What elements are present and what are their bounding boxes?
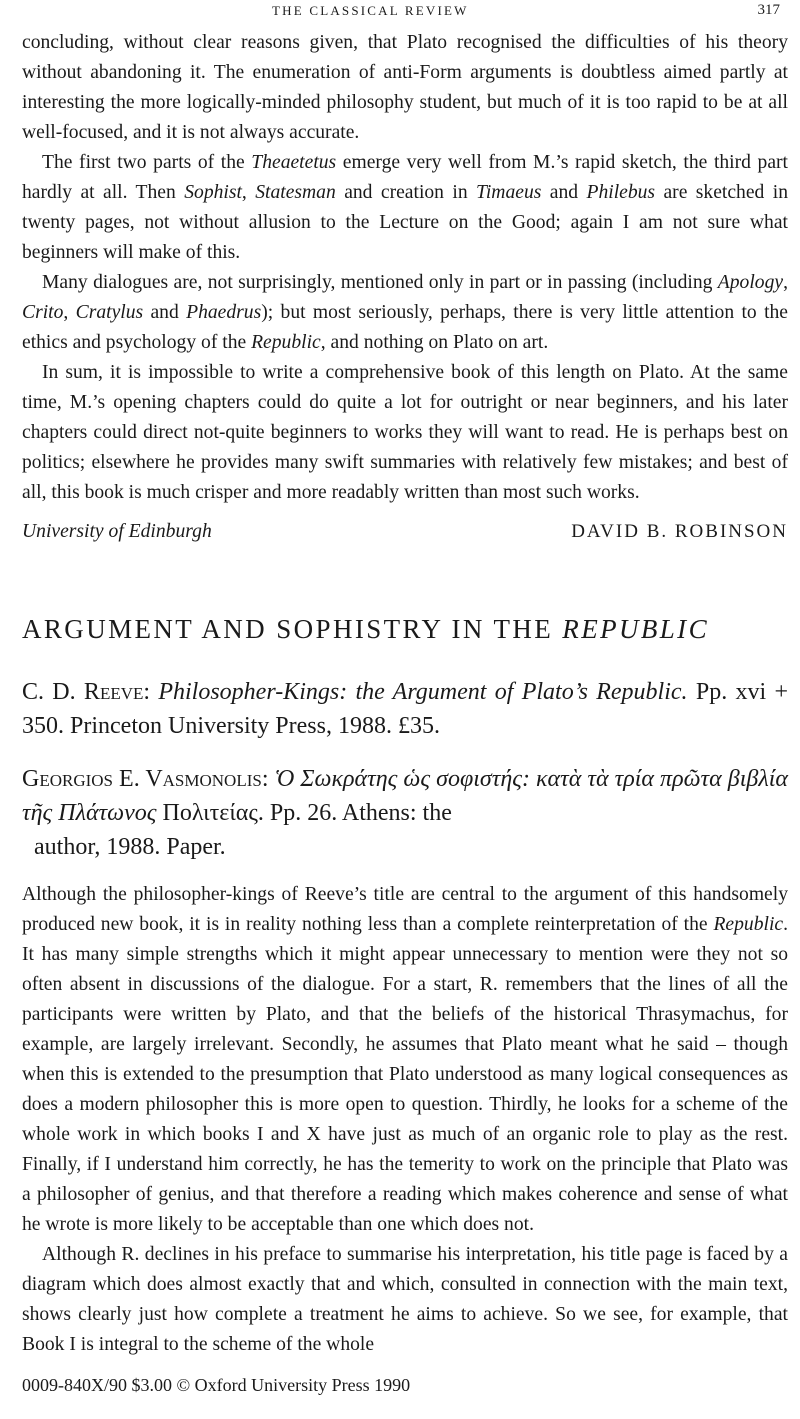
paragraph: Although R. declines in his preface to summarise his interpretation, his title page is faced by a diagram which does almost exactly that and which, consulted in connection with the main text, shows clearly just how complete a treatment he aims to achieve. So we see, for example, that Book I is integral to the scheme of the whole xyxy=(22,1244,788,1355)
title-cratylus: Cratylus xyxy=(75,302,144,323)
title-sophist: Sophist xyxy=(184,182,242,203)
title-theaetetus: Theaetetus xyxy=(251,152,337,173)
book-author: C. D. Reeve xyxy=(22,679,144,705)
title-republic: Republic xyxy=(713,914,784,935)
book-author: Georgios E. Vasmonolis xyxy=(22,766,262,792)
page-number: 317 xyxy=(757,2,780,18)
title-philebus: Philebus xyxy=(586,182,656,203)
book-details: Pp. xvi + 350. Princeton University Press, 1988. £35. xyxy=(22,679,788,739)
book-details: Pp. 26. Athens: the xyxy=(263,800,452,826)
book-title: Ὁ Σωκράτης ὡς σοφιστής: κατὰ τὰ τρία πρῶτα βιβλία τῆς Πλάτωνος xyxy=(22,766,788,826)
reviewer-affiliation: University of Edinburgh xyxy=(22,521,212,542)
journal-title: THE CLASSICAL REVIEW xyxy=(272,3,469,18)
paragraph: In sum, it is impossible to write a comprehensive book of this length on Plato. At the same time, M.’s opening chapters could do quite a lot for outright or near beginners, and his later chapters could direct not-quite beginners to works they will want to read. He is perhaps best on politics; elsewhere he provides many swift summaries with relatively few mistakes; and best of all, this book is much crisper and more readably written than most such works. xyxy=(22,362,788,503)
review-signature xyxy=(22,517,788,547)
title-apology: Apology xyxy=(717,272,784,293)
title-crito: Crito xyxy=(22,302,64,323)
bibliographic-entry: Georgios E. Vasmonolis: Ὁ Σωκράτης ὡς σοφιστής: κατὰ τὰ τρία πρῶτα βιβλία τῆς Πλάτωνος Πολιτείας. Pp. 26. Athens: the author, 1988. Paper. xyxy=(22,766,788,860)
paragraph: concluding, without clear reasons given, that Plato recognised the difficulties of his theory without abandoning it. The enumeration of anti-Form arguments is doubtless aimed partly at interesting the more logically-minded philosophy student, but much of it is too rapid to be at all well-focused, and it is not always accurate. xyxy=(22,32,788,143)
copyright-footer: 0009-840X/90 $3.00 © Oxford University Press 1990 xyxy=(22,1375,411,1395)
running-head xyxy=(0,0,800,22)
title-timaeus: Timaeus xyxy=(476,182,542,203)
paragraph: Many dialogues are, not surprisingly, mentioned only in part or in passing (including Apology, Crito, Cratylus and Phaedrus); but most seriously, perhaps, there is very little attention to the ethics and psychology of the Republic, and nothing on Plato on art. xyxy=(22,272,789,353)
book-title: Philosopher-Kings: the Argument of Plato’s Republic. xyxy=(158,679,688,705)
review-continuation xyxy=(22,28,788,508)
title-republic: Republic xyxy=(251,332,321,353)
section-heading: ARGUMENT AND SOPHISTRY IN THE REPUBLIC xyxy=(22,614,709,644)
reviewer-name: DAVID B. ROBINSON xyxy=(571,521,788,542)
review-body xyxy=(22,880,788,1360)
title-phaedrus: Phaedrus xyxy=(186,302,262,323)
bibliographic-entry: C. D. Reeve: Philosopher-Kings: the Argument of Plato’s Republic. Pp. xvi + 350. Princeton University Press, 1988. £35. xyxy=(22,679,788,739)
paragraph: Although the philosopher-kings of Reeve’s title are central to the argument of this handsomely produced new book, it is in reality nothing less than a complete reinterpretation of the Republic. It has many simple strengths which it might appear unnecessary to mention were they not so often absent in discussions of the dialogue. For a start, R. remembers that the lines of all the participants were written by Plato, and that the beliefs of the historical Thrasymachus, for example, are largely irrelevant. Secondly, he assumes that Plato meant what he said – though when this is extended to the presumption that Plato understood as many logical consequences as does a modern philosopher this is more open to question. Thirdly, he looks for a scheme of the whole work in which books I and X have just as much of an organic role to play as the rest. Finally, if I understand him correctly, he has the temerity to work on the principle that Plato was a philosopher of genius, and that therefore a reading which makes coherence and sense of what he wrote is more likely to be acceptable than one which does not. xyxy=(22,884,788,1235)
title-statesman: Statesman xyxy=(255,182,336,203)
book-details: author, 1988. Paper. xyxy=(34,834,226,860)
paragraph: The first two parts of the Theaetetus emerge very well from M.’s rapid sketch, the third part hardly at all. Then Sophist, Statesman and creation in Timaeus and Philebus are sketched in twenty pages, not without allusion to the Lecture on the Good; again I am not sure what beginners will make of this. xyxy=(22,152,788,263)
